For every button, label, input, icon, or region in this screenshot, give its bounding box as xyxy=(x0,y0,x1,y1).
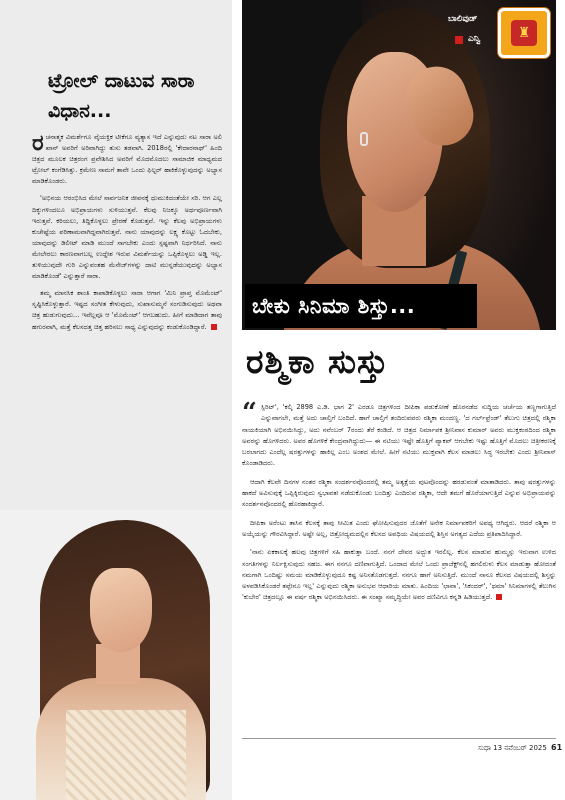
end-mark-icon xyxy=(211,324,217,330)
quote-mark: “ xyxy=(242,398,257,428)
right-article-paragraph xyxy=(242,477,556,511)
headline-line-1: ಬೇಕು ಸಿನಿಮಾ ಶಿಸ್ತು... xyxy=(252,294,416,318)
end-mark-icon xyxy=(496,594,502,600)
left-article-title: ಟ್ರೋಲ್ ದಾಟುವ ಸಾರಾ ವಿಧಾನ... xyxy=(48,70,195,122)
footer-date: ಸುಧಾ 13 ನವೆಂಬರ್ 2025 xyxy=(478,744,547,752)
page-number: 61 xyxy=(551,743,563,752)
page-footer xyxy=(478,743,562,753)
left-article-body xyxy=(32,132,222,339)
earring-icon xyxy=(360,132,368,146)
section-sublabel: ಎನ್ವಿ xyxy=(468,34,481,44)
right-article-paragraph xyxy=(242,398,556,470)
right-article-body xyxy=(242,398,556,611)
drop-cap: ರ xyxy=(32,130,44,156)
magazine-logo xyxy=(498,8,550,58)
left-article-paragraph xyxy=(32,288,222,332)
footer-rule xyxy=(242,738,556,739)
right-article-paragraph xyxy=(242,518,556,541)
left-paragraph-text: 'ಅಭಿನಯ ಆರಂಭಿಸಿದ ಮೇಲೆ ಸಾರ್ವಜನಿಕ ಜೀವನಕ್ಕೆ ಧುಮುಕಿದಂತೆಯೇ ಸರಿ. ಆಗ ಎಲ್ಲ ದಿಕ್ಕುಗಳಿಂದಲೂ ಅಭಿಪ್ರಾಯಗಳು ಸುಳಿಯುತ್ತವೆ. ಕೆಲವು ನಿಜಕ್ಕೂ ಅರ್ಥಪೂರ್ಣವಾಗಿ ಇರುತ್ತವೆ. ಕಠಿಯಲು, ತಿದ್ದಿಕೊಳ್ಳಲು ಪ್ರೇರಣೆ ಕೊಡುತ್ತವೆ. ಇನ್ನು ಕೆಲವು ಅಭಿಪ್ರಾಯಗಳು ಕುಚೇಷ್ಟೆಯ ಪರಿಣಾಮವಾಗಿದ್ದವಾಗಿರುತ್ತವೆ. ನಾನು ಯಾವುದನ್ನು ಲಕ್ಷ್ಯ ಕೊಟ್ಟು ಓದಬೇಕು, ಯಾವುದನ್ನು ಡಿಲೀಟ್ ಮಾಡಿ ಮುಂದೆ ಸಾಗಬೇಕು ಎಂದು ಸ್ಪಷ್ಟವಾಗಿ ನಿರ್ಧರಿಸಿದೆ. ನಾನು ಮೇಲೇರಲು ಕಾರಣವಾಗಬಲ್ಲ ಉದ್ದೇಶ ಇರುವ ವಿಮರ್ಶೆಯನ್ನು ಒಪ್ಪಿಕೊಳ್ಳಲು ಅಡ್ಡಿ ಇಲ್ಲ. ತುಳಿಯುವುದೇ ಗುರಿ ಎನ್ನುವಂತಹ ಮೆಸೇಜ್‌ಗಳನ್ನು ದಾಟಿ ಮುನ್ನಡೆಯುವುದನ್ನು ಅಭ್ಯಾಸ ಮಾಡಿಕೊಂಡೆ' ಎನ್ನುತ್ತಾರೆ ಸಾರಾ. xyxy=(32,194,222,281)
left-article-paragraph xyxy=(32,132,222,187)
section-marker-icon xyxy=(455,36,463,44)
headline-line-2: ರಶ್ಮಿಕಾ ಸುಸ್ತು xyxy=(246,342,389,381)
right-paragraph-text: 'ನಾನು ಏಕಕಾಲಕ್ಕೆ ಹಲವು ಚಿತ್ರಗಳಿಗೆ ಸಹಿ ಹಾಕುತ್ತಾ ಬಂದೆ. ನನಗೆ ದೇವರ ಅದ್ಭುತ ಇರಲಿಲ್ಲ. ಕೆಲಸ ಮಾಡುವ ಹುಮ್ಮಸ್ಸು ಇರುವಾಗ ಉಳಿದ ಸಂಗತಿಗಳನ್ನು ನಿರ್ಲಕ್ಷಿಸುವುದು ಸಹಜ. ಈಗ ನನಗೂ ದಣಿವಾಗುತ್ತಿದೆ. ಒಂದಾದ ಮೇಲೆ ಒಂದು ಪ್ರಾಜೆಕ್ಟ್‌ನಲ್ಲಿ ಹಗಲಿರುಳು ಕೆಲಸ ಮಾಡುತ್ತಾ ಹೋದಂತೆ ನಮಗಾಗಿ ಒಂದಿಷ್ಟು ಸಮಯ ಮಾಡಿಕೊಳ್ಳುವುದೂ ಕಷ್ಟ ಅನಿಸತೊಡಗುತ್ತದೆ. ನನಗೂ ಹಾಗೆ ಅನಿಸುತ್ತಿದೆ. ಮುಂದೆ ನಾನೂ ಕೆಲಸದ ವಿಷಯದಲ್ಲಿ ಶಿಸ್ತನ್ನು ಅಳವಡಿಸಿಕೊಂಡರೆ ತಪ್ಪೇನೂ ಇಲ್ಲ' ಎನ್ನುವುದು ರಶ್ಮಿಕಾ ಅನುಭವ ಆಧಾರಿಯ ಮಾತು. ಹಿಂದಿಯ 'ಛಾವಾ', 'ಸಿಕಂದರ್', 'ಥಮಾ' ಸಿನಿಮಾಗಳಲ್ಲಿ ತೆಲುಗಿನ 'ಕುಬೇರ' ಚಿತ್ರದಲ್ಲೂ ಈ ವರ್ಷ ರಶ್ಮಿಕಾ ಅಭಿನಯಿಸಿದರು. ಈ ಸಂಖ್ಯಾ ಸಮೃದ್ಧಿಯೇ ಅವರ ದಣಿವಿಗೂ ಕನ್ನಡಿ ಹಿಡಿಯುತ್ತದೆ. xyxy=(242,548,556,602)
right-article-paragraph xyxy=(242,547,556,603)
left-paragraph-text: ತಮ್ಮ ಮಾನಸಿಕ ಶಾಂತಿ ಕಾಪಾಡಿಕೊಳ್ಳಲು ಸಾರಾ ಆಗಾಗ 'ಮಿನಿ ಪ್ರಾಪ್ತ ಮೊಮೆಂಟ್' ಸೃಷ್ಟಿಸಿಕೊಳ್ಳುತ್ತಾರೆ. ಇಷ್ಟದ ಸಂಗೀತ ಕೇಳುವುದು, ಸುಖಾಸುಮ್ಮನೆ ಸಂಗುಡಿಸುವುದು ಅಥವಾ ಚಿತ್ರ ಹುಡುಗುವುದು... ಇವೆಲ್ಲವೂ ಆ 'ಮೊಮೆಂಟ್' ಆಗಬಹುದು. ಹೀಗೆ ಮಾಡಿದಾಗ ತಾವು ಹಗುರವಾಗಿ, ಮತ್ತೆ ಕೆಲಸದತ್ತ ಚಿತ್ತ ಹರಿಸಲು ಸಾಧ್ಯ ಎನ್ನುವುದನ್ನು ಕಂಡುಕೊಂಡಿದ್ದಾರೆ. xyxy=(32,289,222,331)
left-article-column xyxy=(0,0,232,800)
right-paragraph-text: ಆದಾಗಿ ಕೆಲವೇ ದಿನಗಳ ನಂತರ ರಶ್ಮಿಕಾ ಸಂದರ್ಶನವೊಂದರಲ್ಲಿ ತಮ್ಮ ಅತ್ಯಕ್ಷೆಯ ಪುಟವೊಂದನ್ನು ಹರಡುವಂತೆ ಮಾತಾಡಿದರು. ತಾವು ಷರತ್ತುಗಳನ್ನು ಹಾಕದೆ ಅವಿಸುವುಕ್ಕೆ ಒಪ್ಪಿಕ್ಕಿರುವುದು ಸ್ವಭಾವತಃ ನಡೆದುಕೊಂಡು ಬಂದಿತ್ತು ಎಂದಿರುವ ರಶ್ಮಿಕಾ, ಆದೇ ತಮಗೆ ಹೊರೆಯಾಗುತ್ತಿದೆ ಎನ್ನುವ ಅಭಿಪ್ರಾಯವನ್ನು ಸಂದರ್ಶನವೊಂದರಲ್ಲಿ ಹೊರಹಾಕಿದ್ದಾರೆ. xyxy=(242,477,556,509)
left-paragraph-text: ಚನಾತ್ಮಕ ವಿಮರ್ಶೆಗೂ ವೈಯಕ್ತಿಕ ಟೀಕೆಗೂ ವ್ಯತ್ಯಾಸ ಇದೆ ಎನ್ನುವುದು ನಟ ಸಾರಾ ಅಲಿ ಖಾನ್ ಅವರಿಗೆ ಅರಿವಾಗಿದ್ದು ತುಸು ತಡವಾಗಿ. 2018ರಲ್ಲಿ 'ಕೇದಾರನಾಥ್' ಹಿಂದಿ ಚಿತ್ರದ ಮೂಲಕ ಚಿತ್ರರಂಗ ಪ್ರವೇಶಿಸಿದ ಅವರಿಗೆ ಮೊದಮೊದಲು ಸಾಮಾಜಿಕ ಮಾಧ್ಯಮದ ಟ್ರೋಲ್ ಕಂಗೆಡಿಸಿತ್ತು. ಕ್ರಮೇಣ ಸಾಮಗೆ ತಾವೇ ಒಂದು ಫಿಲ್ಟರ್ ಹಾಕಿಕೊಳ್ಳುವುದನ್ನು ಅಭ್ಯಾಸ ಮಾಡಿಕೊಂಡರು. xyxy=(32,133,222,186)
lamp-icon: ♜ xyxy=(511,20,537,46)
section-label: ಬಾಲಿವುಡ್ xyxy=(448,14,478,24)
right-paragraph-text: ಸ್ಪಿರಿಟ್', 'ಕಲ್ಕಿ 2898 ಎ.ಡಿ. ಭಾಗ 2' ಎರಡೂ ಚಿತ್ರಗಳಿಂದ ದೀಪಿಕಾ ಪಡುಕೋಣೆ ಹೊರನಡೆದ ಸುದ್ದಿಯ ಚರ್ಚೆಯ ತಣ್ಣಗಾಗುತ್ತಿದೆ ಎನ್ನುವಾಗಲೇ, ಮತ್ತೆ ಅದು ಚಾಲ್ತಿಗೆ ಬಂದಿದೆ. ಹಾಗೆ ಚಾಲ್ತಿಗೆ ತಂದಿರುವವರು ರಶ್ಮಿಕಾ ಮಂದಣ್ಣ. 'ದ ಗರ್ಲ್‌ಫ್ರೆಂಡ್' ತೆಲುಗು ಚಿತ್ರದಲ್ಲಿ ರಶ್ಮಿಕಾ ನಾಯಕಿಯಾಗಿ ಅಭಿನಯಿಸಿದ್ದು, ಅದು ನವೆಂಬರ್ 7ರಂದು ತೆರೆ ಕಂಡಿದೆ. ಆ ಚಿತ್ರದ ನಿರ್ಮಾಪಕ ಶ್ರೀನಿವಾಸ ಕುಮಾರ್ ಅವರು ಮುಕ್ತಕಂಠದಿಂದ ರಶ್ಮಿಕಾ ಅವರನ್ನು ಹೊಗಳಿದರು. ಅವರ ಹೊಗಳಿಕೆ ಕೇಂದ್ರವಾಗಿದ್ದುದು— ಈ ನಟಿಯು ಇಷ್ಟೇ ಹೊತ್ತಿಗೆ ಪ್ಯಾಕಪ್ ಆಗಬೇಕು ಇಷ್ಟು ಹೊತ್ತಿಗೆ ಮೊದಲು ಚಿತ್ರೀಕರಣಕ್ಕೆ ಬರಲಾಗದು ಎಂದೆಲ್ಲ ಷರತ್ತುಗಳನ್ನು ಹಾಕಿಲ್ಲ ಎಂಬ ಅಂಶದ ಮೇಲೆ. ಹೀಗೆ ನಟಿಯು ಮುಕ್ತವಾಗಿ ಕೆಲಸ ಮಾಡಲು ಸಿದ್ಧ ಇರಬೇಕು ಎಂದು ಶ್ರೀನಿವಾಸ್ ಕೊಂಡಾಡಿದರು. xyxy=(242,403,556,468)
left-article-paragraph xyxy=(32,193,222,282)
right-paragraph-text: ದೀಪಿಕಾ ಅರೆಂಟು ತಾಸಿನ ಕೆಲಸಕ್ಕೆ ತಾವು ಸೀಮಿತ ಎಂದು ಘೋಷಿಸುವುದರ ಜೊತೆಗೆ ಅನೇಕ ನಿರ್ಮಾಪಕರಿಗೆ ಅಪಥ್ಯ ಆಗಿದ್ದರು. ಆದರೆ ರಶ್ಮಿಕಾ ಆ ಅಯ್ಕೆಯನ್ನು ಗೌರವಿಸಿದ್ದಾರೆ. ಅಷ್ಟೇ ಅಲ್ಲ, ಚಿತ್ರೋದ್ಯಮದಲ್ಲಿನ ಕೆಲಸದ ಅವಧಿಯ ವಿಷಯದಲ್ಲಿ ಶಿಸ್ತಿನ ಅಗತ್ಯದ ಎದೆಯ ಪ್ರತಿಪಾದಿಸಿದ್ದಾರೆ. xyxy=(242,518,556,538)
sara-ali-khan-photo xyxy=(0,510,232,800)
